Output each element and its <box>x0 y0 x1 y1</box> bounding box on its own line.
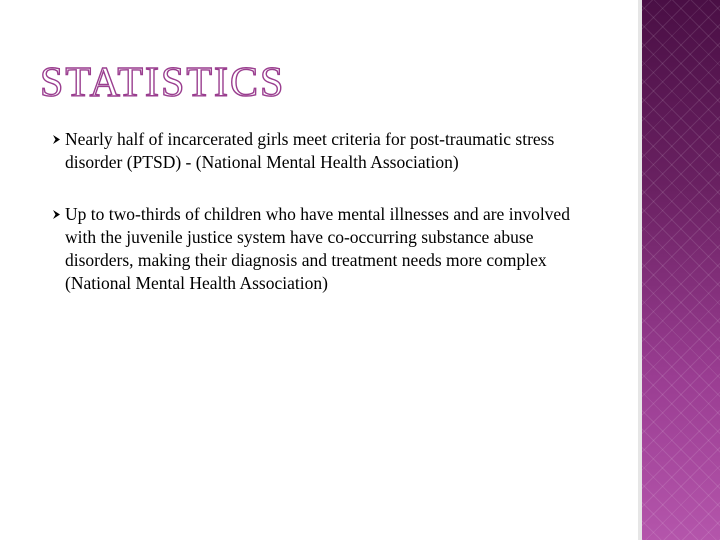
arrowhead-bullet-icon <box>52 128 64 151</box>
bullet-item <box>52 203 602 295</box>
bullet-text: Up to two-thirds of children who have mental illnesses and are involved with the juvenile justice system have co-occurring substance abuse disorders, making their diagnosis and treatment needs more complex (National Mental Health Association) <box>65 204 570 293</box>
slide-title: STATISTICS <box>40 60 286 106</box>
bullet-list <box>52 128 602 324</box>
arrowhead-bullet-icon <box>52 203 64 226</box>
bullet-text: Nearly half of incarcerated girls meet criteria for post-traumatic stress disorder (PTSD) - (National Mental Health Association) <box>65 129 555 172</box>
bullet-item <box>52 128 602 174</box>
decorative-sidebar <box>642 0 720 540</box>
